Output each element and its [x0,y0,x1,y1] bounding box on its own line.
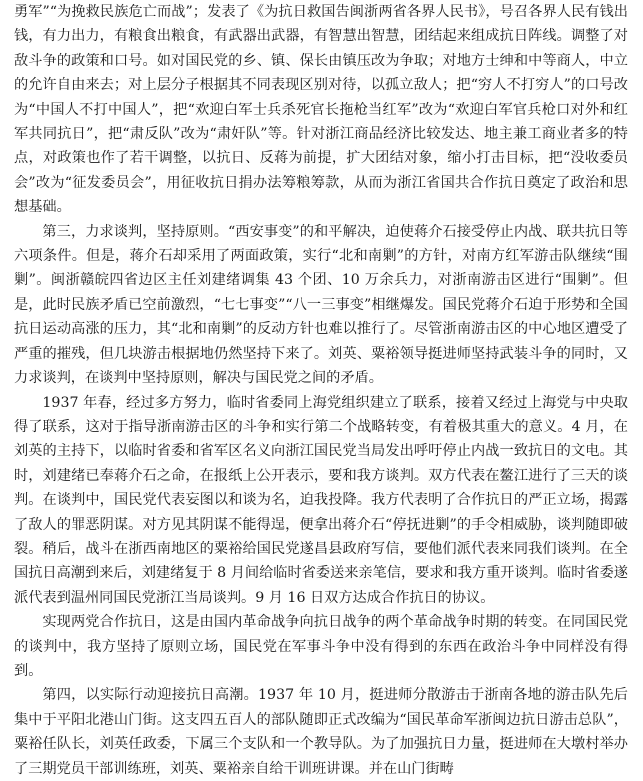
paragraph-5: 第四，以实际行动迎接抗日高潮。1937 年 10 月，挺进师分散游击于浙南各地的游击队先后集中于平阳北港山门街。这支四五百人的部队随即正式改编为“国民革命军浙闽边抗日游击总队”，粟裕任队长，刘英任政委，下属三个支队和一个教导队。为了加强抗日力量，挺进师在大墩村举办了三期党员干部训练班，刘英、粟裕亲自给干训班讲课。并在山门街畴 [14,687,628,777]
paragraph-1: 勇军”“为挽救民族危亡而战”；发表了《为抗日救国告闽浙两省各界人民书》，号召各界人民有钱出钱，有力出力，有粮食出粮食，有武器出武器，有智慧出智慧，团结起来组成抗日阵线。调整了对敌斗争的政策和口号。如对国民党的乡、镇、保长由镇压改为争取；对地方士绅和中等商人，中立的允许自由来去；对上层分子根据其不同表现区别对待，以孤立敌人；把“穷人不打穷人”的口号改为“中国人不打中国人”，把“欢迎白军士兵杀死官长拖枪当红军”改为“欢迎白军官兵枪口对外和红军共同抗日”，把“肃反队”改为“肃奸队”等。针对浙江商品经济比较发达、地主兼工商业者多的特点，对政策也作了若干调整，以抗日、反蒋为前提，扩大团结对象，缩小打击目标，把“没收委员会”改为“征发委员会”，用征收抗日捐办法筹粮筹款，从而为浙江省国共合作抗日奠定了政治和思想基础。 [14,4,628,216]
paragraph-3: 1937 年春，经过多方努力，临时省委同上海党组织建立了联系，接着又经过上海党与中央取得了联系，这对于指导浙南游击区的斗争和实行第二个战略转变，有着极其重大的意义。4 月，在刘英的主持下，以临时省委和省军区名义向浙江国民党当局发出呼吁停止内战一致抗日的文电。其时，刘建绪已奉蒋介石之命，在报纸上公开表示，要和我方谈判。双方代表在鳌江进行了三天的谈判。在谈判中，国民党代表妄图以和谈为名，迫我投降。我方代表明了合作抗日的严正立场，揭露了敌人的罪恶阴谋。对方见其阴谋不能得逞，便拿出蒋介石“停抚进剿”的手令相威胁，谈判随即破裂。稍后，战斗在浙西南地区的粟裕给国民党遂昌县政府写信，要他们派代表来同我们谈判。在全国抗日高潮到来后，刘建绪复于 8 月间给临时省委送来亲笔信，要求和我方重开谈判。临时省委遂派代表到温州同国民党浙江当局谈判。9 月 16 日双方达成合作抗日的协议。 [14,394,628,606]
paragraph-2: 第三，力求谈判，坚持原则。“西安事变”的和平解决，迫使蒋介石接受停止内战、联共抗日等六项条件。但是，蒋介石却采用了两面政策，实行“北和南剿”的方针，对南方红军游击队继续“围剿”。闽浙赣皖四省边区主任刘建绪调集 43 个团、10 万余兵力，对浙南游击区进行“围剿”。但是，此时民族矛盾已空前激烈，“七七事变”“八一三事变”相继爆发。国民党蒋介石迫于形势和全国抗日运动高涨的压力，其“北和南剿”的反动方针也难以推行了。尽管浙南游击区的中心地区遭受了严重的摧残，但几块游击根据地仍然坚持下来了。刘英、粟裕领导挺进师坚持武装斗争的同时，又力求谈判，在谈判中坚持原则，解决与国民党之间的矛盾。 [14,223,628,387]
paragraph-4: 实现两党合作抗日，这是由国内革命战争向抗日战争的两个革命战争时期的转变。在同国民党的谈判中，我方坚持了原则立场，国民党在军事斗争中没有得到的东西在政治斗争中同样没有得到。 [14,614,628,679]
